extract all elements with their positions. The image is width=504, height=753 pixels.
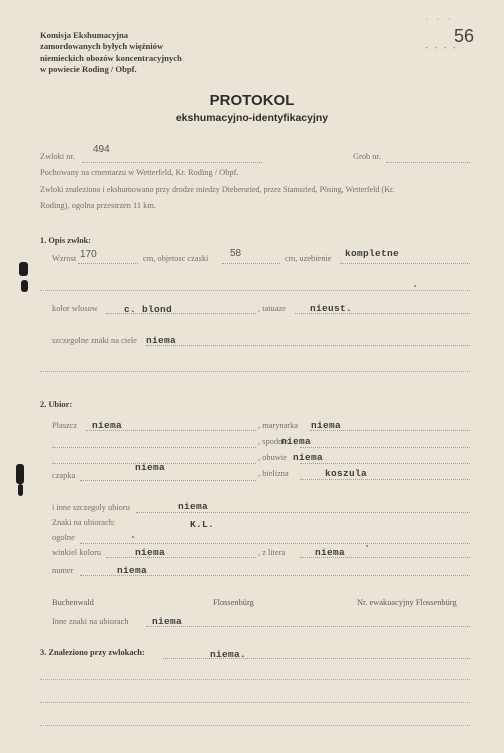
czapka-line — [80, 480, 256, 481]
section-1-heading: 1. Opis zwlok: — [40, 236, 91, 245]
section-3-value: niema. — [210, 649, 247, 660]
organization-block — [40, 30, 182, 76]
tatuaze-label: , tatuaze — [258, 304, 286, 313]
intro-line-3: Roding), ogolna przestrzen 11 km. — [40, 201, 156, 210]
section-3-heading: 3. Znaleziono przy zwlokach: — [40, 648, 145, 657]
bielizna-label: , bielizna — [258, 469, 289, 478]
czapka-value: niema — [135, 462, 166, 473]
spodnie-label: , spodnie — [258, 437, 289, 446]
bielizna-value: koszula — [325, 468, 368, 479]
czaska-label: cm, objetosc czaski — [143, 254, 209, 263]
zwloki-label: Zwloki nr. — [40, 152, 75, 161]
inne-ubior-value: niema — [178, 501, 209, 512]
znaki-ubior-value: K.L. — [190, 519, 215, 530]
section-3-rule-3 — [40, 725, 470, 726]
intro-line-2: Zwloki znaleziono i ekshumowano przy drodze miedzy Diebersried, przez Stamsried, Pösing, Wetterfeld (Kr. — [40, 185, 395, 194]
document-title: PROTOKOL — [209, 92, 295, 109]
page-number: 56 — [453, 26, 474, 46]
czaska-line — [222, 263, 280, 264]
numer-label: numer — [52, 566, 74, 575]
wzrost-line — [78, 263, 138, 264]
litera-label: , z litera — [258, 548, 286, 557]
obuwie-line — [300, 463, 470, 464]
org-line: w powiecie Roding / Obpf. — [40, 64, 137, 75]
speck — [366, 545, 368, 547]
bielizna-line — [300, 479, 470, 480]
ogolne-line — [80, 543, 470, 544]
section-1-rule-2 — [40, 371, 470, 372]
znaki-ubior-label: Znaki na ubiorach: — [52, 518, 116, 527]
obuwie-label: , obuwie — [258, 453, 287, 462]
znaki-ciele-line — [146, 345, 470, 346]
numer-value: niema — [117, 565, 148, 576]
litera-value: niema — [315, 547, 346, 558]
obuwie-value: niema — [293, 452, 324, 463]
inne-znaki-value: niema — [152, 616, 183, 627]
flossenburg-label: Flossenbürg — [213, 598, 254, 607]
spodnie-value: niema — [281, 436, 312, 447]
document-subtitle: ekshumacyjno-identyfikacyjny — [175, 112, 329, 124]
znaki-ciele-value: niema — [146, 335, 177, 346]
corner-marks: · · · — [425, 14, 454, 24]
spodnie-line — [300, 447, 470, 448]
buchenwald-label: Buchenwald — [52, 598, 94, 607]
punch-hole-top-2 — [21, 280, 28, 292]
winkiel-label: winkiel koloru — [52, 548, 102, 557]
inne-ubior-line — [136, 512, 470, 513]
section-3-rule-1 — [40, 679, 470, 680]
czapka-label: czapka — [52, 471, 76, 480]
punch-hole-bottom — [16, 464, 24, 484]
kolor-value: c. blond — [124, 304, 173, 315]
winkiel-line — [106, 557, 256, 558]
winkiel-value: niema — [135, 547, 166, 558]
plaszcz-value: niema — [92, 420, 123, 431]
wzrost-value: 170 — [80, 249, 97, 260]
marynarka-value: niema — [311, 420, 342, 431]
ogolne-label: ogolne — [52, 533, 75, 542]
inne-znaki-label: Inne znaki na ubiorach — [52, 617, 129, 626]
org-line: zamordowanych byłych więźniów — [40, 41, 164, 52]
wzrost-label: Wzrost — [52, 254, 77, 263]
punch-hole-top — [19, 262, 28, 276]
plaszcz-label: Plaszcz — [52, 421, 78, 430]
tatuaze-value: nieust. — [310, 303, 353, 314]
marynarka-label: , marynarka — [258, 421, 298, 430]
intro-line-1: Pochowany na cmentarzu w Wetterfeld, Kr. Roding / Obpf. — [40, 168, 239, 177]
ewakuacyjny-label: Nr. ewakuacyjny Flossenbürg — [357, 598, 457, 607]
speck — [414, 285, 416, 287]
zwloki-value: 494 — [93, 144, 110, 155]
uzebienie-value: kompletne — [345, 248, 400, 259]
corner-dashes: - - - - — [425, 42, 458, 52]
inne-znaki-line — [146, 626, 470, 627]
punch-hole-bottom-2 — [18, 484, 23, 496]
znaki-ciele-label: szczegolne znaki na ciele — [52, 336, 137, 345]
czaska-value: 58 — [230, 248, 242, 259]
spodnie-left-line — [52, 447, 256, 448]
kolor-label: kolor wlosow — [52, 304, 98, 313]
grob-line — [386, 162, 470, 163]
inne-ubior-label: i inne szczegoly ubioru — [52, 503, 130, 512]
uzebienie-line — [340, 263, 470, 264]
org-line: niemieckich obozów koncentracyjnych — [40, 52, 182, 63]
section-2-heading: 2. Ubior: — [40, 400, 73, 409]
speck — [132, 536, 134, 538]
section-1-rule — [40, 290, 470, 291]
section-3-rule-2 — [40, 702, 470, 703]
grob-label: Grob nr. — [353, 152, 381, 161]
org-line: Komisja Ekshumacyjna — [40, 30, 129, 40]
zwloki-line — [82, 162, 262, 163]
uzebienie-label: cm, uzebienie — [285, 254, 332, 263]
